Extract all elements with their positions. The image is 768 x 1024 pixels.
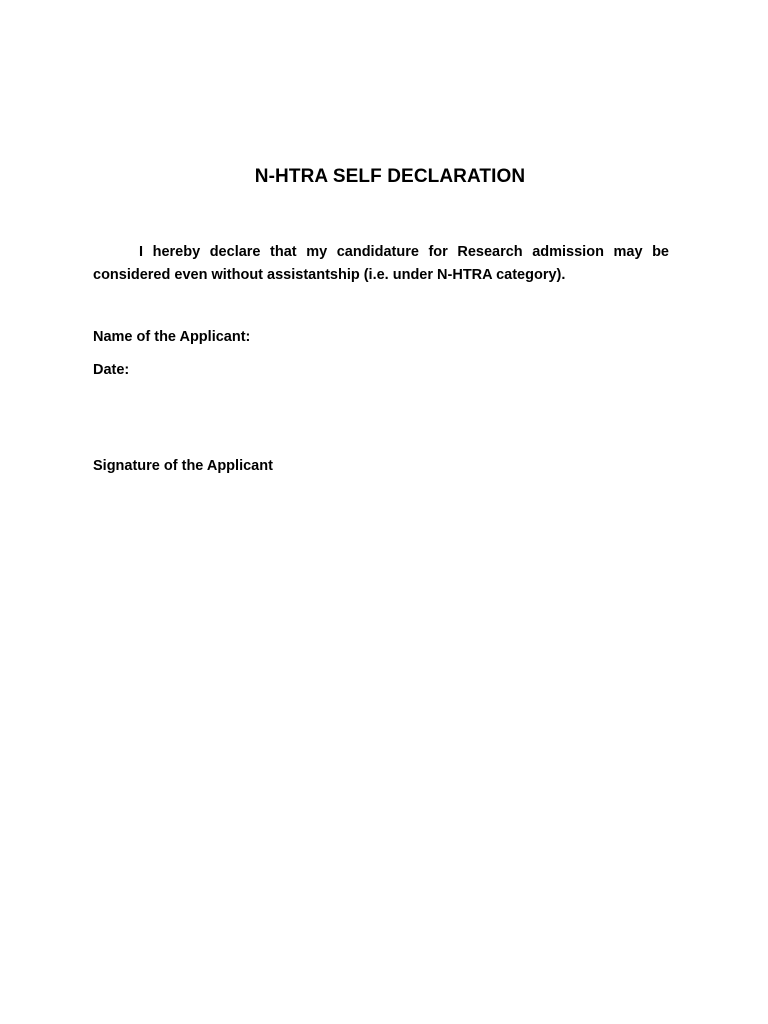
date-label: Date: bbox=[93, 362, 130, 378]
applicant-name-label: Name of the Applicant: bbox=[93, 329, 251, 345]
document-title: N-HTRA SELF DECLARATION bbox=[254, 166, 526, 187]
declaration-text: I hereby declare that my candidature for Research admission may be considered even without assistantship (i.e. under N-HTRA category). bbox=[93, 244, 669, 283]
signature-label: Signature of the Applicant bbox=[93, 458, 273, 474]
